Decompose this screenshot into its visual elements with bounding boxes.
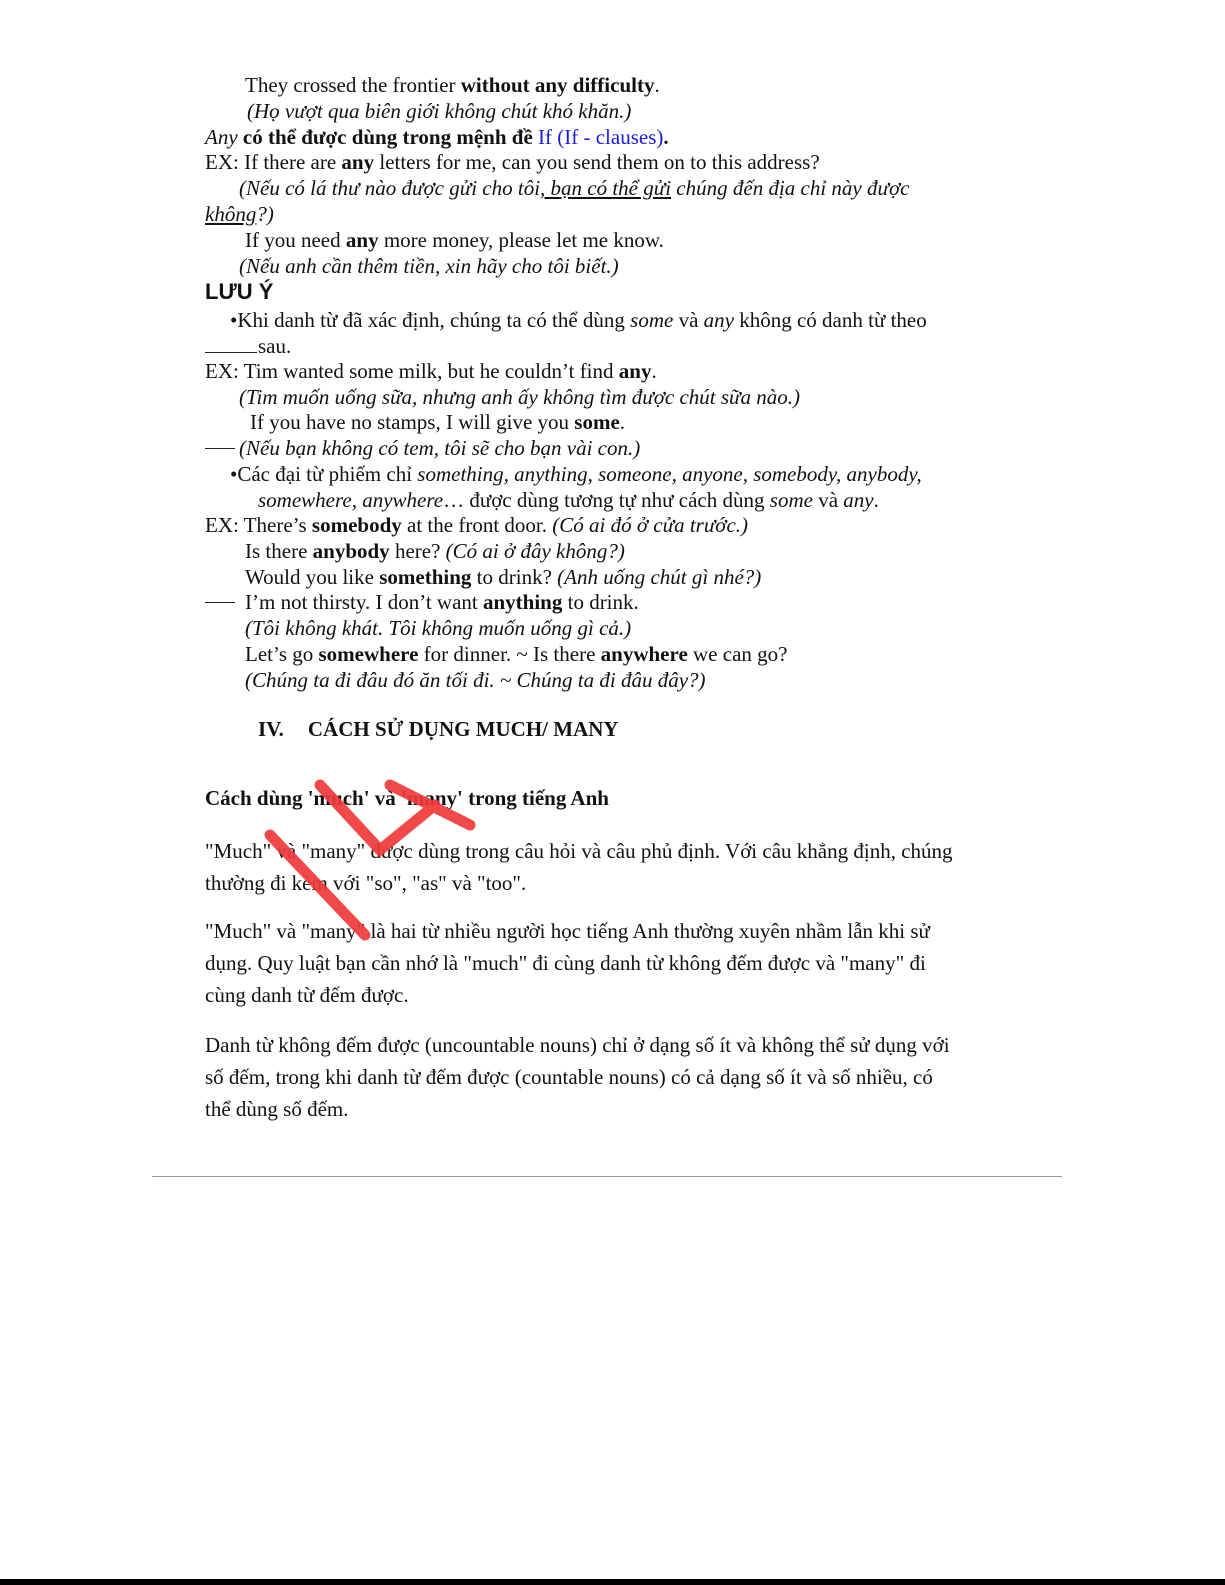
paragraph-1: "Much" và "many" được dùng trong câu hỏi và câu phủ định. Với câu khẳng định, chúng thường đi kèm với "so", "as" và "too".	[205, 839, 953, 895]
if-clauses-link[interactable]: If (If - clauses)	[538, 125, 664, 149]
paragraph-3: Danh từ không đếm được (uncountable nouns) chỉ ở dạng số ít và không thể sử dụng với số đếm, trong khi danh từ đếm được (countable nouns) có cả dạng số ít và số nhiều, có thể dùng số đếm.	[205, 1033, 950, 1121]
translation-line: (Nếu có lá thư nào được gửi cho tôi, bạn có thể gửi chúng đến địa chỉ này được	[239, 176, 910, 200]
example-line: EX: There’s somebody at the front door. (Có ai đó ở cửa trước.)	[205, 513, 749, 537]
paragraph-2: "Much" và "many" là hai từ nhiều người học tiếng Anh thường xuyên nhầm lẫn khi sử dụng. Quy luật bạn cần nhớ là "much" đi cùng danh từ không đếm được và "many" đi cùng danh từ đếm được.	[205, 919, 930, 1007]
translation-line: không?)	[205, 202, 274, 226]
example-line: They crossed the frontier without any difficulty.	[245, 73, 660, 97]
rule-line: Any có thể được dùng trong mệnh đề If (If - clauses).	[205, 125, 669, 149]
section-heading	[258, 717, 619, 742]
divider	[205, 448, 235, 449]
example-line: If you have no stamps, I will give you some.	[250, 410, 626, 434]
note-bullet-line: •Khi danh từ đã xác định, chúng ta có thể dùng some và any không có danh từ theo	[230, 308, 927, 332]
example-line: EX: If there are any letters for me, can you send them on to this address?	[205, 150, 820, 174]
section-title: CÁCH SỬ DỤNG MUCH/ MANY	[307, 717, 619, 741]
example-line: Would you like something to drink? (Anh uống chút gì nhé?)	[245, 565, 762, 589]
watermark-stroke	[390, 785, 470, 825]
page-bottom-bar	[0, 1579, 1225, 1585]
bullet-icon: •	[230, 308, 238, 332]
translation-line: (Chúng ta đi đâu đó ăn tối đi. ~ Chúng ta đi đâu đây?)	[245, 668, 706, 692]
example-line: EX: Tim wanted some milk, but he couldn’t find any.	[205, 359, 657, 383]
translation-line: (Tim muốn uống sữa, nhưng anh ấy không tìm được chút sữa nào.)	[239, 385, 800, 409]
note-heading: LƯU Ý	[205, 279, 274, 304]
example-line: Is there anybody here? (Có ai ở đây không?)	[245, 539, 625, 563]
note-continuation: sau.	[258, 334, 292, 358]
example-line: I’m not thirsty. I don’t want anything to drink.	[245, 590, 639, 614]
translation-line: (Họ vượt qua biên giới không chút khó khăn.)	[247, 99, 632, 123]
translation-line: (Nếu anh cần thêm tiền, xin hãy cho tôi biết.)	[239, 254, 619, 278]
bullet-icon: •	[230, 462, 238, 486]
note-continuation: somewhere, anywhere… được dùng tương tự như cách dùng some và any.	[258, 488, 879, 512]
example-line: Let’s go somewhere for dinner. ~ Is there anywhere we can go?	[245, 642, 788, 666]
translation-line: (Tôi không khát. Tôi không muốn uống gì cả.)	[245, 616, 632, 640]
divider	[205, 602, 235, 603]
watermark-stroke	[270, 835, 365, 935]
section-number: IV.	[258, 717, 284, 741]
subheading: Cách dùng 'much' và 'many' trong tiếng Anh	[205, 786, 609, 810]
note-bullet-line: •Các đại từ phiếm chỉ something, anything, someone, anyone, somebody, anybody,	[230, 462, 922, 486]
watermark-logo	[240, 775, 510, 945]
example-line: If you need any more money, please let me know.	[245, 228, 664, 252]
page-divider	[152, 1176, 1062, 1177]
divider	[205, 352, 257, 353]
translation-line: (Nếu bạn không có tem, tôi sẽ cho bạn vài con.)	[239, 436, 641, 460]
